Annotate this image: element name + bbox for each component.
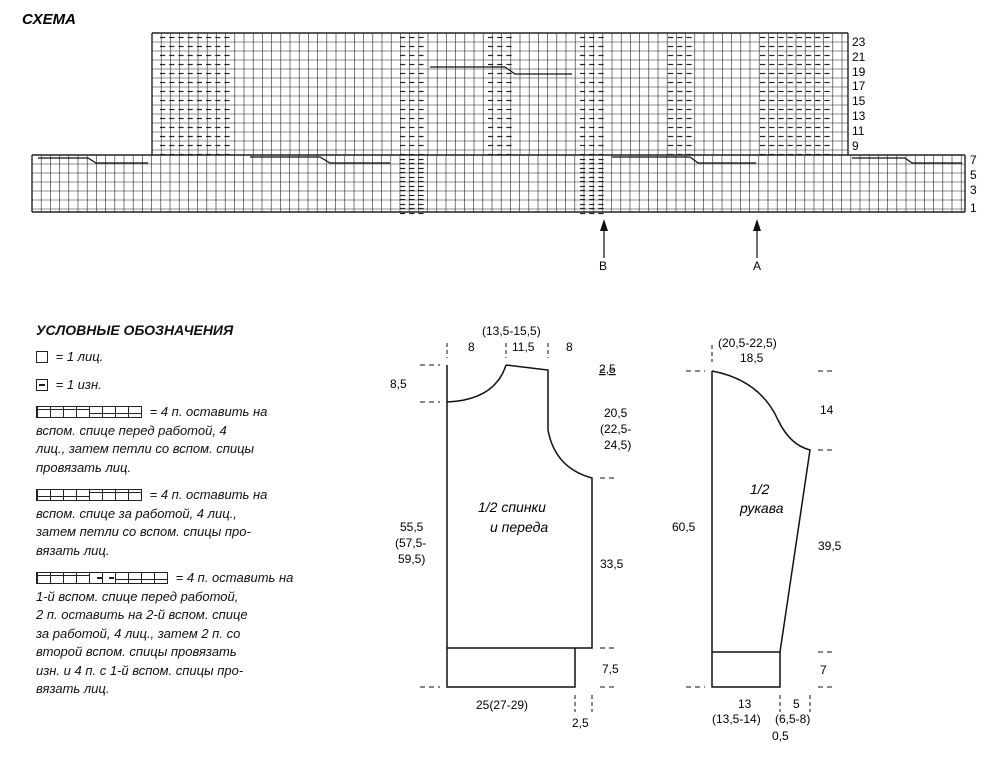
legend-cable-front-line: лиц., затем петли со вспом. спицы: [36, 441, 255, 456]
body-total-length: 55,5: [400, 520, 424, 534]
arrow-a-icon: [753, 219, 761, 258]
legend-cable-front-line: = 4 п. оставить на: [149, 404, 268, 419]
legend-cable-double-line: = 4 п. оставить на: [175, 570, 294, 585]
sleeve-top-total: (20,5-22,5): [718, 336, 777, 350]
legend-cable-front: [36, 403, 356, 477]
legend-cable-double-line: 2 п. оставить на 2-й вспом. спице: [36, 607, 248, 622]
arrow-b-label: B: [599, 259, 608, 273]
sleeve-side-length: 39,5: [818, 539, 842, 553]
row-number: 15: [852, 94, 866, 108]
row-number: 9: [852, 139, 859, 153]
legend-cable-back-line: затем петли со вспом. спицы про-: [36, 524, 251, 539]
row-number: 11: [852, 124, 865, 138]
sleeve-total-length: 60,5: [672, 520, 696, 534]
legend-cable-double-line: 1-й вспом. спице перед работой,: [36, 588, 239, 604]
legend-cable-front-line: провязать лиц.: [36, 459, 132, 475]
legend-purl: [36, 376, 356, 395]
body-neck-width: 11,5: [512, 340, 535, 354]
chart-grid: [32, 33, 965, 214]
legend-cable-back: [36, 486, 356, 560]
legend-cable-back-line: вязать лиц.: [36, 542, 110, 558]
cable-front-icon: [36, 406, 142, 418]
legend-title: УСЛОВНЫЕ ОБОЗНАЧЕНИЯ: [36, 322, 234, 338]
sleeve-bottom-width: 13: [738, 697, 752, 711]
legend-purl-text: = 1 изн.: [55, 376, 102, 392]
body-rib-height: 7,5: [602, 662, 619, 676]
legend: [36, 322, 356, 708]
sleeve-bottom-step: 5: [793, 697, 800, 711]
legend-cable-double: [36, 569, 356, 699]
legend-cable-double-line: за работой, 4 лиц., затем 2 п. со: [36, 625, 241, 641]
body-neck-back: 2,5: [599, 362, 616, 376]
sleeve-pattern-outline: [712, 371, 810, 687]
sleeve-label-line: 1/2: [750, 481, 770, 497]
body-dimension-ticks: [420, 343, 618, 712]
body-label-line: и переда: [490, 519, 549, 535]
row-number: 1: [970, 201, 977, 215]
sleeve-bottom-step-sizes: (6,5-8): [775, 712, 811, 726]
legend-cable-front-line: вспом. спице перед работой, 4: [36, 422, 227, 438]
sleeve-bottom-offset: 0,5: [772, 729, 789, 743]
sleeve-bottom-width-sizes: (13,5-14): [712, 712, 761, 726]
row-number: 23: [852, 35, 866, 49]
row-numbers: [852, 35, 977, 215]
legend-cable-double-line: изн. и 4 п. с 1-й вспом. спицы про-: [36, 662, 244, 678]
legend-cable-double-line: второй вспом. спицы провязать: [36, 644, 237, 659]
row-number: 17: [852, 79, 866, 93]
body-top-total: (13,5-15,5): [482, 324, 541, 338]
sleeve-dimension-ticks: [686, 345, 836, 712]
sleeve-cuff-height: 7: [820, 663, 827, 677]
row-number: 19: [852, 65, 866, 79]
row-number: 13: [852, 109, 866, 123]
body-side-length: 33,5: [600, 557, 624, 571]
knitting-chart: [0, 0, 1000, 290]
legend-cable-double-line: вязать лиц.: [36, 681, 110, 696]
legend-knit-text: = 1 лиц.: [55, 349, 104, 364]
row-number: 5: [970, 168, 977, 182]
body-armhole: (22,5-: [600, 422, 632, 436]
row-number: 21: [852, 50, 866, 64]
body-armhole: 24,5): [604, 438, 632, 452]
sleeve-label-line: рукава: [740, 500, 784, 516]
cable-back-icon: [36, 489, 142, 501]
body-label-line: 1/2 спинки: [478, 499, 546, 515]
body-shoulder-right: 8: [566, 340, 573, 354]
row-number: 3: [970, 183, 977, 197]
sleeve-cap-height: 14: [820, 403, 834, 417]
legend-cable-back-line: вспом. спице за работой, 4 лиц.,: [36, 505, 237, 521]
body-neck-depth: 8,5: [390, 377, 407, 391]
sleeve-top-width: 18,5: [740, 351, 764, 365]
body-total-length: 59,5): [398, 552, 426, 566]
arrow-b-icon: [600, 219, 608, 258]
body-bottom-offset: 2,5: [572, 716, 589, 730]
body-total-length: (57,5-: [395, 536, 427, 550]
knit-square-icon: [36, 351, 48, 363]
body-armhole: 20,5: [604, 406, 628, 420]
body-shoulder-left: 8: [468, 340, 475, 354]
legend-knit: [36, 348, 356, 367]
body-pattern-outline: [447, 365, 592, 687]
arrow-a-label: A: [753, 259, 762, 273]
legend-cable-back-line: = 4 п. оставить на: [149, 487, 268, 502]
purl-square-icon: [36, 379, 48, 391]
cable-double-icon: [36, 572, 168, 584]
body-bottom-width: 25(27-29): [476, 698, 529, 712]
chart-title: СХЕМА: [22, 11, 76, 28]
row-number: 7: [970, 153, 977, 167]
